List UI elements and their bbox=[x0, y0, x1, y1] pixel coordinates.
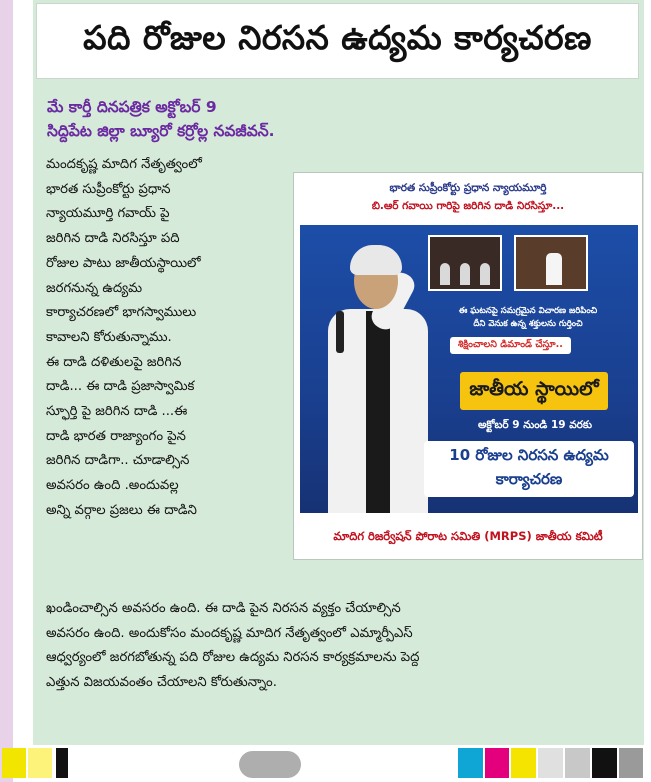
poster-national-banner: జాతీయ స్థాయిలో bbox=[460, 372, 608, 410]
body-line: కార్యాచరణలో భాగస్వాములు bbox=[46, 305, 197, 321]
colorbar-swatch bbox=[592, 748, 617, 778]
body-line: జరగనున్న ఉద్యమ bbox=[46, 280, 143, 296]
poster-footer: మాదిగ రిజర్వేషన్ పోరాట సమితి (MRPS) జాతీయ కమిటీ bbox=[333, 528, 603, 543]
body-line: అవసరం ఉంది .అందువల్ల bbox=[46, 478, 179, 494]
body-line: ఎత్తున విజయవంతం చేయాలని కోరుతున్నాం. bbox=[46, 675, 277, 691]
colorbar-swatch bbox=[28, 748, 52, 778]
thumb-figure bbox=[480, 263, 490, 285]
colorbar-swatch bbox=[511, 748, 536, 778]
article-body-narrow bbox=[46, 153, 294, 524]
dateline bbox=[47, 95, 637, 143]
colorbar-swatch bbox=[2, 748, 26, 778]
poster-demand-pill: శిక్షించాలని డిమాండ్ చేస్తూ.. bbox=[450, 337, 571, 354]
article-body-wide bbox=[46, 597, 641, 696]
poster-top-line-2: బి.ఆర్ గవాయి గారిపై జరిగిన దాడి నిరసిస్తూ... bbox=[371, 199, 565, 212]
colorbar-swatch bbox=[458, 748, 483, 778]
poster-dates: అక్టోబర్ 9 నుండి 19 వరకు bbox=[477, 419, 593, 431]
dateline-line-2: సిద్దిపేట జిల్లా బ్యూరో కర్రోల్ల నవజీవన్. bbox=[47, 122, 275, 140]
thumb-figure bbox=[546, 253, 562, 285]
judge-thumbnail bbox=[514, 235, 588, 291]
headline: పది రోజుల నిరసన ఉద్యమ కార్యచరణ bbox=[83, 17, 592, 57]
headline-box bbox=[36, 3, 639, 79]
body-line: స్ఫూర్తి పై జరిగిన దాడి ...ఈ bbox=[46, 404, 188, 420]
page-margin-strip bbox=[0, 0, 13, 782]
colorbar-swatch bbox=[565, 748, 590, 778]
poster-main-panel bbox=[300, 225, 638, 513]
body-line: మందకృష్ణ మాదిగ నేతృత్వంలో bbox=[46, 157, 202, 172]
poster-image bbox=[293, 172, 643, 560]
colorbar-swatch bbox=[538, 748, 563, 778]
colorbar-swatch bbox=[56, 748, 68, 778]
microphone-icon bbox=[336, 311, 344, 353]
page-margin-white bbox=[13, 0, 33, 745]
thumb-figure bbox=[440, 263, 450, 285]
body-line: భారత సుప్రీంకోర్టు ప్రధాన bbox=[46, 181, 171, 197]
dateline-line-1: మే కార్తీ దినపత్రిక అక్టోబర్ 9 bbox=[47, 98, 217, 116]
poster-top-line-1: భారత సుప్రీంకోర్టు ప్రధాన న్యాయమూర్తి bbox=[389, 181, 547, 194]
speaker-shawl bbox=[366, 311, 390, 513]
poster-caption-line-2: దీని వెనుక ఉన్న శక్తులను గుర్తించి bbox=[473, 319, 583, 329]
poster-campaign-box bbox=[424, 441, 634, 497]
body-line: జరిగిన దాడిగా.. చూడాల్సిన bbox=[46, 453, 190, 469]
body-line: ఈ దాడి దళితులపై జరిగిన bbox=[46, 354, 182, 370]
newspaper-clipping bbox=[33, 0, 644, 745]
body-line: అన్ని వర్గాల ప్రజలు ఈ దాడిని bbox=[46, 502, 197, 518]
poster-campaign-line-1: 10 రోజుల నిరసన ఉద్యమ bbox=[449, 446, 609, 464]
body-line: అవసరం ఉంది. అందుకోసం మందకృష్ణ మాదిగ నేతృత్వంలో ఎమ్మార్పీఎస్ bbox=[46, 625, 413, 641]
speaker-hair bbox=[350, 245, 402, 275]
poster-caption bbox=[428, 305, 628, 331]
body-line: రోజుల పాటు జాతీయస్థాయిలో bbox=[46, 255, 201, 271]
registration-mark bbox=[239, 751, 301, 778]
courtroom-thumbnail bbox=[428, 235, 502, 291]
body-line: దాడి భారత రాజ్యాంగం పైన bbox=[46, 428, 186, 444]
poster-campaign-line-2: కార్యాచరణ bbox=[495, 470, 563, 488]
body-line: కావాలని కోరుతున్నాము. bbox=[46, 329, 172, 345]
body-line: ఖండించాల్సిన అవసరం ఉంది. ఈ దాడి పైన నిరసన వ్యక్తం చేయాల్సిన bbox=[46, 601, 401, 616]
body-line: జరిగిన దాడి నిరసిస్తూ పది bbox=[46, 231, 180, 247]
colorbar-swatch bbox=[485, 748, 509, 778]
poster-header bbox=[294, 173, 642, 223]
thumb-figure bbox=[460, 263, 470, 285]
body-line: న్యాయమూర్తి గవాయ్ పై bbox=[46, 206, 170, 222]
body-line: దాడి... ఈ దాడి ప్రజాస్వామిక bbox=[46, 379, 195, 395]
body-line: ఆధ్వర్యంలో జరగబోతున్న పది రోజుల ఉద్యమ నిరసన కార్యక్రమాలను పెద్ద bbox=[46, 650, 420, 666]
colorbar-swatch bbox=[619, 748, 643, 778]
poster-caption-line-1: ఈ ఘటనపై సమగ్రమైన విచారణ జరిపించి bbox=[458, 306, 598, 316]
